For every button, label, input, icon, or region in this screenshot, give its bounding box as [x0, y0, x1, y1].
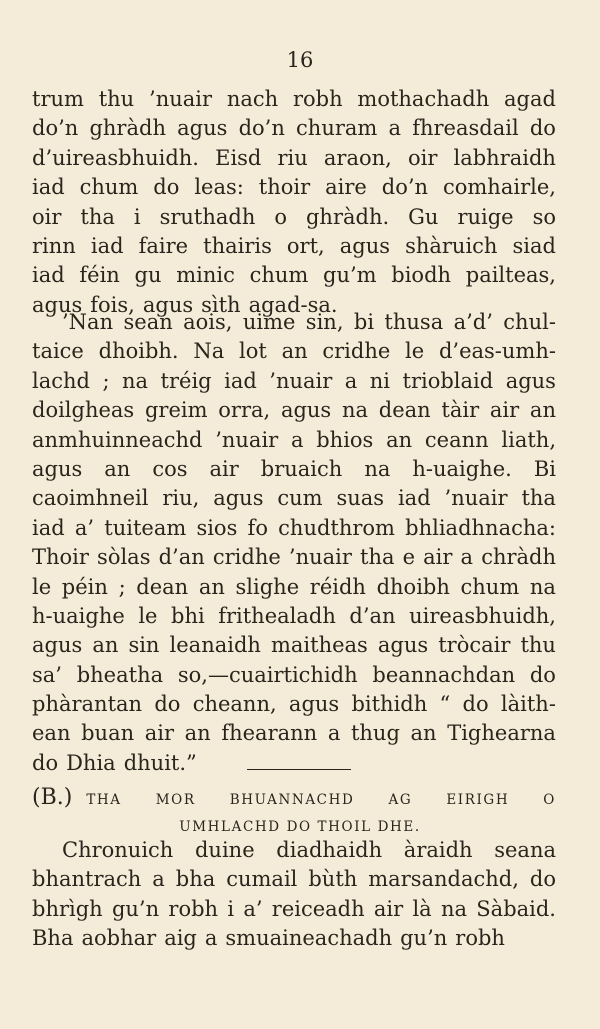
text-line: agus an sin leanaidh maitheas agus tròcair thu — [32, 633, 556, 658]
text-line: oir tha i sruthadh o ghràdh. Gu ruige so — [32, 204, 556, 229]
text-line: bhantrach a bha cumail bùth marsandachd, do — [32, 867, 556, 892]
section-label: (B.) — [32, 785, 73, 810]
text-line: trum thu ’nuair nach robh mothachadh agad — [32, 87, 556, 111]
text-line: ean buan air an fhearann a thug an Tighearna — [32, 721, 556, 746]
text-line: do’n ghràdh agus do’n churam a fhreasdail do — [32, 116, 556, 141]
text-line: le péin ; dean an slighe réidh dhoibh chum na — [32, 574, 556, 599]
text-line: ’Nan sean aois, uime sin, bi thusa a’d’ chul- — [62, 310, 556, 334]
page-number: 16 — [286, 48, 314, 72]
text-line: d’uireasbhuidh. Eisd riu araon, oir labhraidh — [32, 145, 556, 170]
text-line: lachd ; na tréig iad ’nuair a ni trioblaid agus — [32, 368, 556, 393]
text-line: h-uaighe le bhi frithealadh d’an uireasbhuidh, — [32, 603, 556, 628]
text-line: Chronuich duine diadhaidh àraidh seana — [62, 838, 556, 862]
text-line: iad a’ tuiteam sios fo chudthrom bhliadhnacha: — [32, 515, 556, 540]
text-line: phàrantan do cheann, agus bithidh “ do làith- — [32, 692, 556, 717]
text-line: doilgheas greim orra, agus na dean tàir air an — [32, 398, 556, 423]
paragraph-1 — [32, 85, 556, 320]
text-line: sa’ bheatha so,—cuairtichidh beannachdan do — [32, 662, 556, 687]
text-line: caoimhneil riu, agus cum suas iad ’nuair tha — [32, 486, 556, 511]
section-heading-line-2: UMHLACHD DO THOIL DHE. — [179, 819, 421, 835]
text-line: agus fois, agus sìth agad-sa. — [32, 292, 338, 317]
section-divider — [247, 769, 351, 770]
paragraph-3 — [32, 836, 556, 954]
section-b-heading — [32, 785, 556, 839]
text-line: taice dhoibh. Na lot an cridhe le d’eas-umh- — [32, 339, 556, 364]
text-line: Thoir sòlas d’an cridhe ’nuair tha e air a chràdh — [32, 545, 556, 570]
text-line: iad chum do leas: thoir aire do’n comhairle, — [32, 175, 556, 200]
section-heading-line-1: THA MOR BHUANNACHD AG EIRIGH O — [86, 792, 556, 808]
text-line: Bha aobhar aig a smuaineachadh gu’n robh — [32, 926, 505, 951]
text-line: rinn iad faire thairis ort, agus shàruich siad — [32, 233, 556, 258]
text-line: do Dhia dhuit.” — [32, 750, 197, 775]
text-line: iad féin gu minic chum gu’m biodh pailteas, — [32, 263, 556, 288]
text-line: anmhuinneachd ’nuair a bhios an ceann liath, — [32, 427, 556, 452]
paragraph-2 — [32, 308, 556, 778]
text-line: agus an cos air bruaich na h-uaighe. Bi — [32, 456, 556, 481]
text-line: bhrìgh gu’n robh i a’ reiceadh air là na Sàbaid. — [32, 896, 556, 921]
